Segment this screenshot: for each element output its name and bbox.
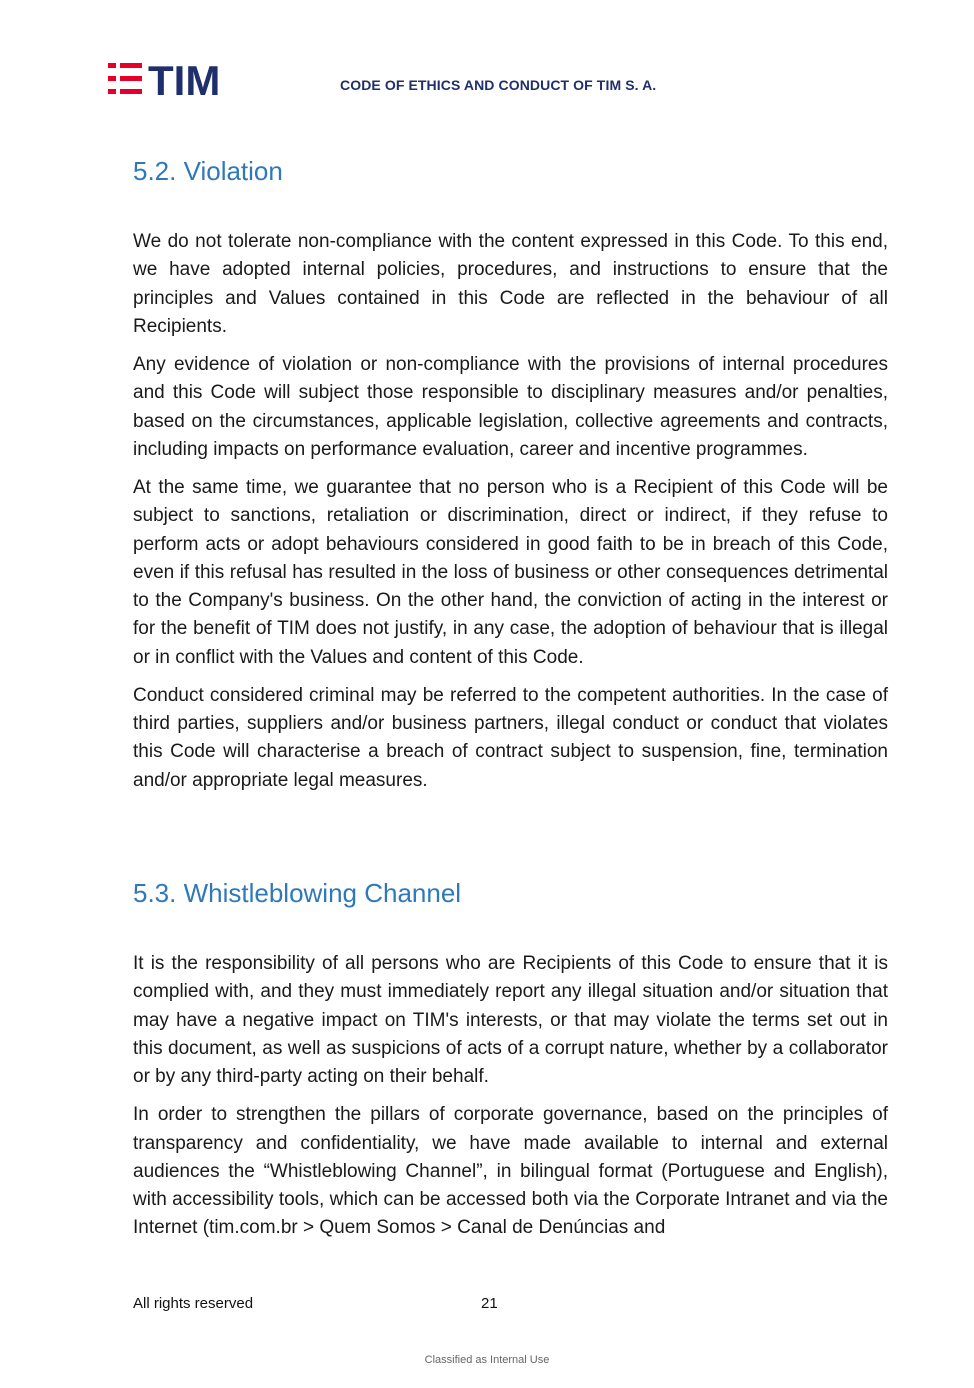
paragraph: Conduct considered criminal may be referred to the competent authorities. In the case of third parties, suppliers and/or business partners, illegal conduct or conduct that violates this Code will characterise a breach of contract subject to suspension, fine, termination and/or appropriate legal measures. [133,684,888,791]
paragraph: In order to strengthen the pillars of corporate governance, based on the principles of transparency and confidentiality, we have made available to internal and external audiences the “Whistleblowing Channel”, in bilingual format (Portuguese and English), with accessibility tools, which can be accessed both via the Corporate Intranet and via the Internet (tim.com.br > Quem Somos > Canal de Denúncias and [133,1104,888,1239]
paragraph: It is the responsibility of all persons who are Recipients of this Code to ensure that it is complied with, and they must immediately report any illegal situation and/or situation that may have a negative impact on TIM's interests, or that may violate the terms set out in this document, as well as suspicions of acts of a corrupt nature, whether by a collaborator or by any third-party acting on their behalf. [133,953,888,1088]
paragraph: At the same time, we guarantee that no person who is a Recipient of this Code will be subject to sanctions, retaliation or discrimination, direct or indirect, if they refuse to perform acts or adopt behaviours considered in good faith to be in breach of this Code, even if this refusal has resulted in the loss of business or other consequences detrimental to the Company's business. On the other hand, the conviction of acting in the interest or for the benefit of TIM does not justify, in any case, the adoption of behaviour that is illegal or in conflict with the Values and content of this Code. [133,476,888,668]
paragraph: We do not tolerate non-compliance with the content expressed in this Code. To this end, we have adopted internal policies, procedures, and instructions to ensure that the principles and Values contained in this Code are reflected in the behaviour of all Recipients. [133,231,888,337]
tim-logo-bars-icon [108,63,142,94]
tim-logo-text: TIM [148,62,221,98]
tim-logo [108,62,226,98]
footer-rights: All rights reserved [133,1295,254,1312]
classification-label: Classified as Internal Use [424,1354,550,1366]
paragraph: Any evidence of violation or non-compliance with the provisions of internal procedures and this Code will subject those responsible to disciplinary measures and/or penalties, based on the circumstances, applicable legislation, collective agreements and contracts, including impacts on performance evaluation, career and incentive programmes. [133,353,888,460]
section-body-violation [133,228,888,805]
section-heading-whistleblowing: 5.3. Whistleblowing Channel [133,878,462,908]
section-body-whistleblowing [133,950,888,1253]
document-header-title: CODE OF ETHICS AND CONDUCT OF TIM S. A. [340,77,657,93]
page-number: 21 [481,1295,498,1312]
section-heading-violation: 5.2. Violation [133,156,283,186]
